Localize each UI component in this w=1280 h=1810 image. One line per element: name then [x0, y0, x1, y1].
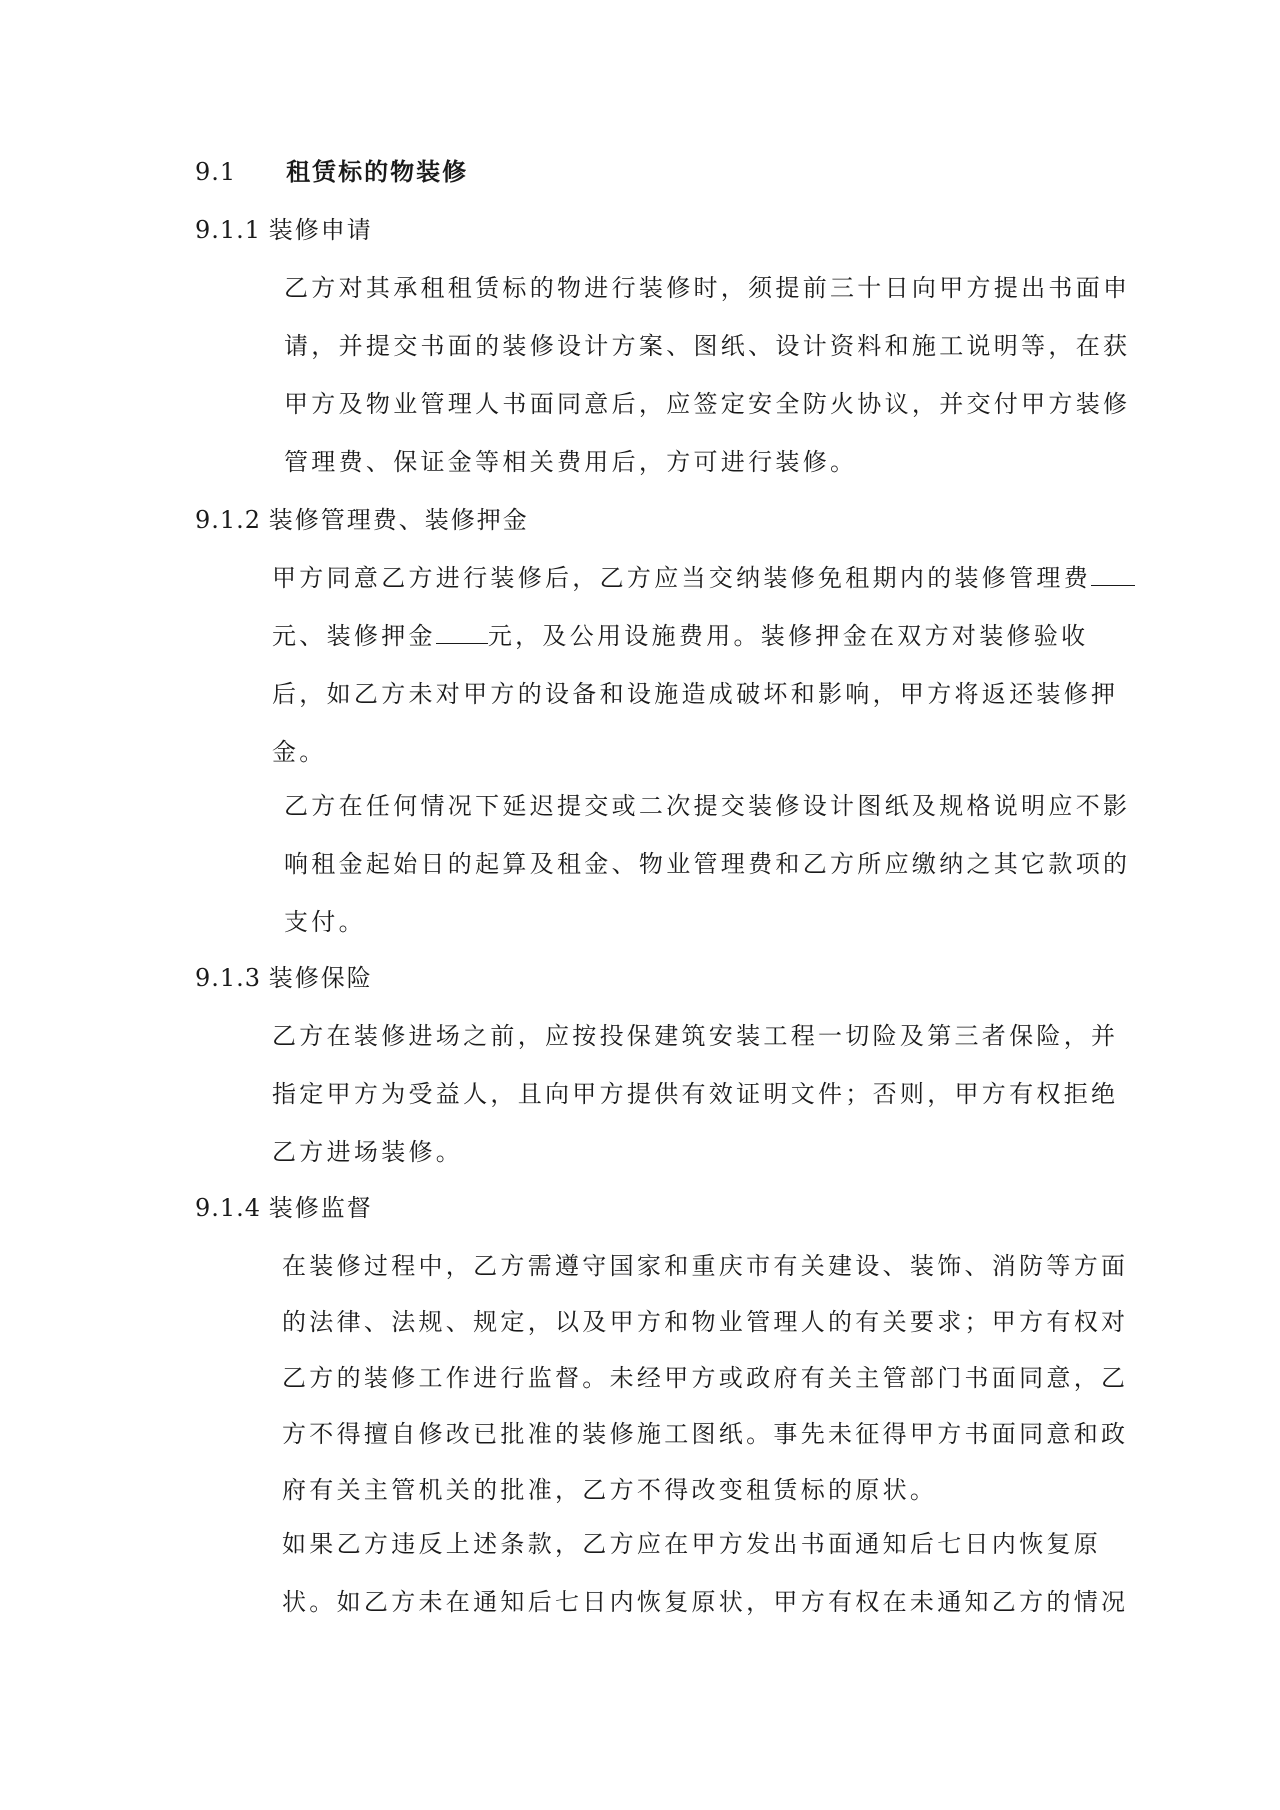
paragraph-line: 请，并提交书面的装修设计方案、图纸、设计资料和施工说明等，在获	[284, 332, 1131, 360]
clause-heading-9-1-2	[195, 504, 529, 536]
paragraph-line: 乙方的装修工作进行监督。未经甲方或政府有关主管部门书面同意，乙	[282, 1364, 1129, 1392]
deposit-blank	[436, 621, 488, 644]
text-run: 元，及公用设施费用。装修押金在双方对装修验收	[487, 622, 1089, 650]
clause-number: 9.1.1	[195, 216, 262, 244]
paragraph-line: 的法律、法规、规定，以及甲方和物业管理人的有关要求；甲方有权对	[282, 1308, 1129, 1336]
paragraph-line: 状。如乙方未在通知后七日内恢复原状，甲方有权在未通知乙方的情况	[282, 1588, 1129, 1616]
clause-title: 装修管理费、装修押金	[268, 506, 529, 534]
clause-number: 9.1.4	[195, 1194, 262, 1222]
paragraph-line: 后，如乙方未对甲方的设备和设施造成破坏和影响，甲方将返还装修押	[272, 680, 1119, 708]
paragraph-line	[272, 620, 1088, 652]
clause-title: 装修申请	[268, 216, 373, 244]
paragraph-line: 乙方进场装修。	[272, 1138, 464, 1166]
clause-title: 装修保险	[268, 964, 373, 992]
clause-number: 9.1.2	[195, 506, 262, 534]
clause-title: 装修监督	[268, 1194, 373, 1222]
paragraph-line: 乙方在装修进场之前，应按投保建筑安装工程一切险及第三者保险，并	[272, 1022, 1119, 1050]
section-title: 租赁标的物装修	[286, 157, 469, 186]
paragraph-line: 管理费、保证金等相关费用后，方可进行装修。	[284, 448, 858, 476]
paragraph-line: 方不得擅自修改已批准的装修施工图纸。事先未征得甲方书面同意和政	[282, 1420, 1129, 1448]
paragraph-line: 如果乙方违反上述条款，乙方应在甲方发出书面通知后七日内恢复原	[282, 1530, 1101, 1558]
clause-number: 9.1.3	[195, 964, 262, 992]
paragraph-line: 金。	[272, 738, 327, 766]
paragraph-line: 乙方对其承租租赁标的物进行装修时，须提前三十日向甲方提出书面申	[284, 274, 1131, 302]
paragraph-line: 在装修过程中，乙方需遵守国家和重庆市有关建设、装饰、消防等方面	[282, 1252, 1129, 1280]
text-run: 元、装修押金	[272, 622, 436, 650]
paragraph-line: 府有关主管机关的批准，乙方不得改变租赁标的原状。	[282, 1476, 938, 1504]
paragraph-line: 甲方及物业管理人书面同意后，应签定安全防火协议，并交付甲方装修	[284, 390, 1131, 418]
clause-heading-9-1-1	[195, 214, 373, 246]
paragraph-line: 乙方在任何情况下延迟提交或二次提交装修设计图纸及规格说明应不影	[284, 792, 1131, 820]
clause-heading-9-1-4	[195, 1192, 373, 1224]
paragraph-line	[272, 562, 1135, 594]
clause-heading-9-1-3	[195, 962, 373, 994]
section-number: 9.1	[195, 158, 237, 186]
fee-blank	[1091, 563, 1135, 586]
section-heading	[195, 156, 468, 188]
text-run: 甲方同意乙方进行装修后，乙方应当交纳装修免租期内的装修管理费	[272, 564, 1091, 592]
paragraph-line: 响租金起始日的起算及租金、物业管理费和乙方所应缴纳之其它款项的	[284, 850, 1131, 878]
paragraph-line: 支付。	[284, 908, 366, 936]
paragraph-line: 指定甲方为受益人，且向甲方提供有效证明文件；否则，甲方有权拒绝	[272, 1080, 1119, 1108]
